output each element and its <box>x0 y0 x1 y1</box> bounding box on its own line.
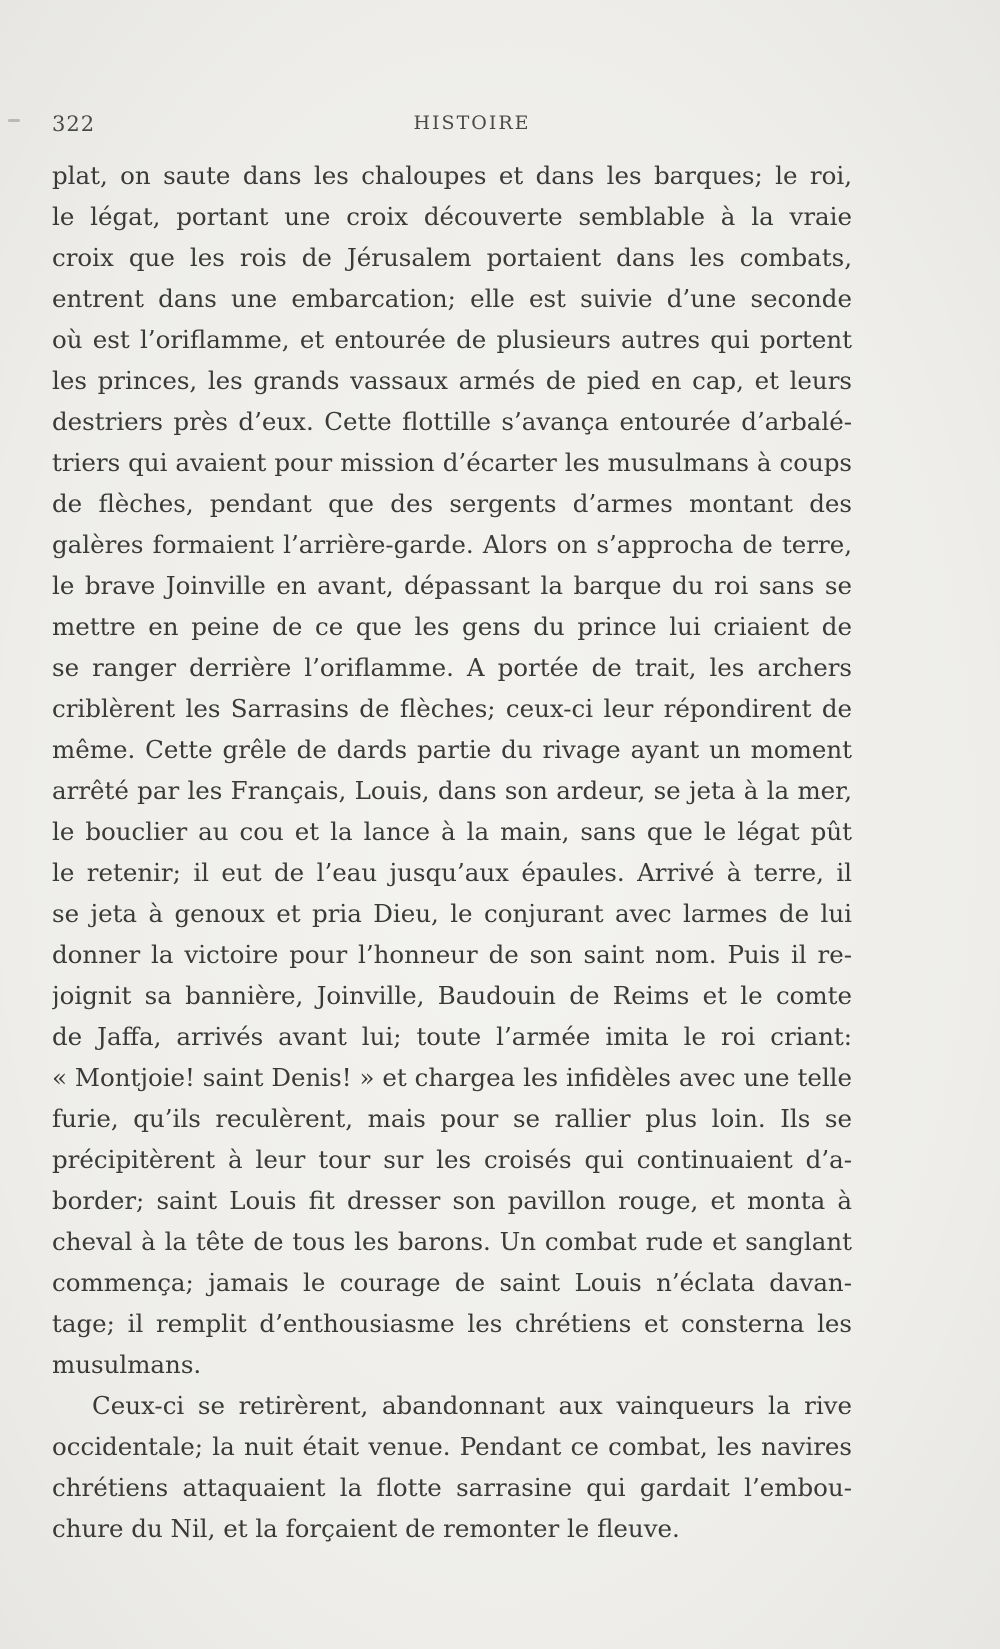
text-line: joignit sa bannière, Joinville, Baudouin de Reims et le comte <box>52 981 852 1010</box>
text-line: destriers près d’eux. Cette flottille s’avança entourée d’arbalé- <box>52 407 852 436</box>
text-line: cheval à la tête de tous les barons. Un combat rude et sanglant <box>52 1227 852 1256</box>
text-line: tage; il remplit d’enthousiasme les chrétiens et consterna les <box>52 1309 852 1338</box>
page-header <box>52 108 852 142</box>
body-text <box>52 155 852 1549</box>
text-line: même. Cette grêle de dards partie du rivage ayant un moment <box>52 735 852 764</box>
text-line: occidentale; la nuit était venue. Pendant ce combat, les navires <box>52 1432 852 1461</box>
text-line: galères formaient l’arrière-garde. Alors on s’approcha de terre, <box>52 530 852 559</box>
text-line: se jeta à genoux et pria Dieu, le conjurant avec larmes de lui <box>52 899 852 928</box>
text-line: où est l’oriflamme, et entourée de plusieurs autres qui portent <box>52 325 852 354</box>
text-line: plat, on saute dans les chaloupes et dans les barques; le roi, <box>52 161 852 190</box>
text-line: de Jaffa, arrivés avant lui; toute l’armée imita le roi criant: <box>52 1022 852 1051</box>
text-line: donner la victoire pour l’honneur de son saint nom. Puis il re- <box>52 940 852 969</box>
text-line: mettre en peine de ce que les gens du prince lui criaient de <box>52 612 852 641</box>
running-head: HISTOIRE <box>413 112 531 134</box>
paragraph-1 <box>52 155 852 1385</box>
text-line: de flèches, pendant que des sergents d’armes montant des <box>52 489 852 518</box>
text-line: les princes, les grands vassaux armés de pied en cap, et leurs <box>52 366 852 395</box>
page-edge-mark <box>8 119 20 122</box>
text-line: le légat, portant une croix découverte semblable à la vraie <box>52 202 852 231</box>
text-line: « Montjoie! saint Denis! » et chargea les infidèles avec une telle <box>52 1063 852 1092</box>
text-line: le bouclier au cou et la lance à la main, sans que le légat pût <box>52 817 852 846</box>
text-line: border; saint Louis fit dresser son pavillon rouge, et monta à <box>52 1186 852 1215</box>
text-line: furie, qu’ils reculèrent, mais pour se rallier plus loin. Ils se <box>52 1104 852 1133</box>
text-line: chure du Nil, et la forçaient de remonter le fleuve. <box>52 1514 680 1543</box>
text-line: se ranger derrière l’oriflamme. A portée de trait, les archers <box>52 653 852 682</box>
text-line: Ceux-ci se retirèrent, abandonnant aux vainqueurs la rive <box>92 1391 852 1420</box>
text-line: triers qui avaient pour mission d’écarter les musulmans à coups <box>52 448 852 477</box>
text-line: commença; jamais le courage de saint Louis n’éclata davan- <box>52 1268 852 1297</box>
text-line: le retenir; il eut de l’eau jusqu’aux épaules. Arrivé à terre, il <box>52 858 852 887</box>
text-line: arrêté par les Français, Louis, dans son ardeur, se jeta à la mer, <box>52 776 852 805</box>
text-line: entrent dans une embarcation; elle est suivie d’une seconde <box>52 284 852 313</box>
text-line: le brave Joinville en avant, dépassant la barque du roi sans se <box>52 571 852 600</box>
text-line: précipitèrent à leur tour sur les croisés qui continuaient d’a- <box>52 1145 852 1174</box>
page-number: 322 <box>52 112 96 136</box>
text-line: criblèrent les Sarrasins de flèches; ceux-ci leur répondirent de <box>52 694 852 723</box>
text-line: chrétiens attaquaient la flotte sarrasine qui gardait l’embou- <box>52 1473 852 1502</box>
paragraph-2 <box>52 1385 852 1549</box>
text-line: croix que les rois de Jérusalem portaient dans les combats, <box>52 243 852 272</box>
text-line: musulmans. <box>52 1350 202 1379</box>
